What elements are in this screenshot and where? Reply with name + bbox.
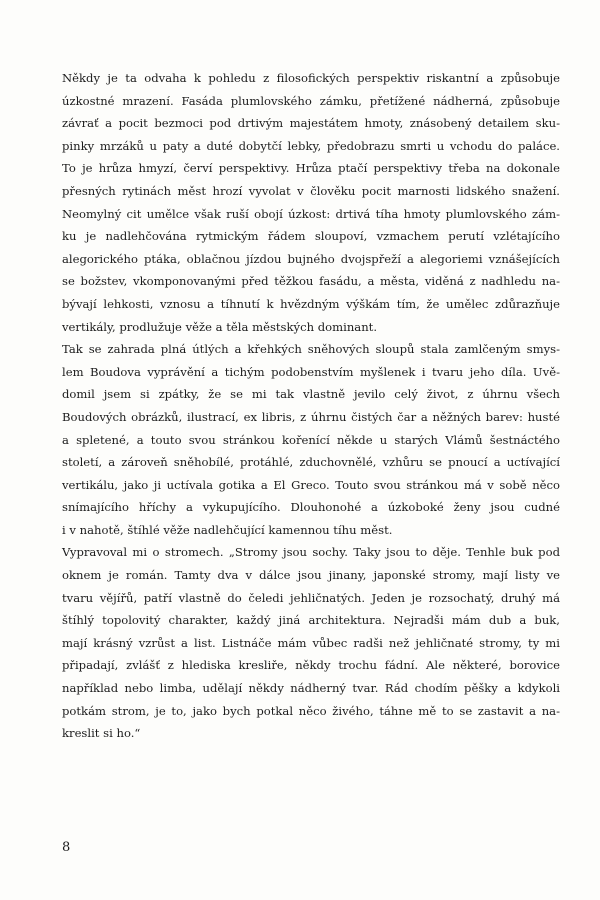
text-line: bývají lehkosti, vznosu a tíhnutí k hvězdným výškám tím, že umělec zdůrazňuje (62, 296, 560, 311)
paragraph-1 (62, 67, 560, 338)
paragraph-2 (62, 338, 560, 541)
body-text (62, 67, 560, 745)
text-line: pinky mrzáků u paty a duté dobytčí lebky, předobrazu smrti u vchodu do paláce. (62, 138, 560, 153)
text-line: domil jsem si zpátky, že se mi tak vlastně jevilo celý život, z úhrnu všech (62, 387, 560, 402)
text-line: alegorického ptáka, oblačnou jízdou bujného dvojspřeží a alegoriemi vznášejících (62, 251, 560, 266)
text-line: mají krásný vzrůst a list. Listnáče mám vůbec radši než jehličnaté stromy, ty mi (62, 635, 560, 650)
text-line: století, a zároveň sněhobílé, protáhlé, zduchovnělé, vzhůru se pnoucí a uctívající (62, 455, 560, 470)
text-line: potkám strom, je to, jako bych potkal něco živého, táhne mě to se zastavit a na- (62, 703, 560, 718)
text-line: tvaru vějířů, patří vlastně do čeledi jehličnatých. Jeden je rozsochatý, druhý má (62, 590, 560, 605)
text-line: Boudových obrázků, ilustrací, ex libris, z úhrnu čistých čar a něžných barev: husté (62, 409, 560, 424)
text-line: se božstev, vkomponovanými před těžkou fasádu, a města, viděná z nadhledu na- (62, 274, 560, 289)
text-line: přesných rytinách měst hrozí vyvolat v člověku pocit marnosti lidského snažení. (62, 183, 560, 198)
text-line: závrať a pocit bezmoci pod drtivým majestátem hmoty, znásobený detailem sku- (62, 116, 560, 131)
text-line: a spletené, a touto svou stránkou kořenící někde u starých Vlámů šestnáctého (62, 432, 560, 447)
text-line: i v nahotě, štíhlé věže nadlehčující kamennou tíhu měst. (62, 522, 393, 537)
text-line: úzkostné mrazení. Fasáda plumlovského zámku, přetížené nádherná, způsobuje (62, 93, 560, 108)
text-line: kreslit si ho.“ (62, 726, 141, 741)
text-line: Tak se zahrada plná útlých a křehkých sněhových sloupů stala zamlčeným smys- (62, 342, 560, 357)
text-line: To je hrůza hmyzí, červí perspektivy. Hrůza ptačí perspektivy třeba na dokonale (62, 161, 560, 176)
text-line: ku je nadlehčována rytmickým řádem sloupoví, vzmachem perutí vzlétajícího (62, 229, 560, 244)
text-line: vertikálu, jako ji uctívala gotika a El Greco. Touto svou stránkou má v sobě něco (62, 477, 560, 492)
text-line: vertikály, prodlužuje věže a těla městských dominant. (62, 319, 378, 334)
text-line: Někdy je ta odvaha k pohledu z filosofických perspektiv riskantní a způsobuje (62, 71, 560, 85)
page-number: 8 (62, 840, 71, 855)
text-line: oknem je román. Tamty dva v dálce jsou jinany, japonské stromy, mají listy ve (62, 568, 560, 583)
text-line: lem Boudova vyprávění a tichým podobenstvím myšlenek i tvaru jeho díla. Uvě- (62, 364, 560, 379)
text-line: připadají, zvlášť z hlediska kresliře, někdy trochu fádní. Ale některé, borovice (62, 658, 560, 673)
paragraph-3 (62, 541, 560, 744)
text-line: snímajícího hříchy a vykupujícího. Dlouhonohé a úzkoboké ženy jsou cudné (62, 500, 560, 515)
text-line: štíhlý topolovitý charakter, každý jiná architektura. Nejradši mám dub a buk, (62, 613, 560, 628)
text-line: například nebo limba, udělají někdy nádherný tvar. Rád chodím pěšky a kdykoli (62, 681, 560, 696)
text-line: Vypravoval mi o stromech. „Stromy jsou sochy. Taky jsou to děje. Tenhle buk pod (62, 545, 560, 560)
text-line: Neomylný cit umělce však ruší obojí úzkost: drtivá tíha hmoty plumlovského zám- (62, 206, 560, 221)
